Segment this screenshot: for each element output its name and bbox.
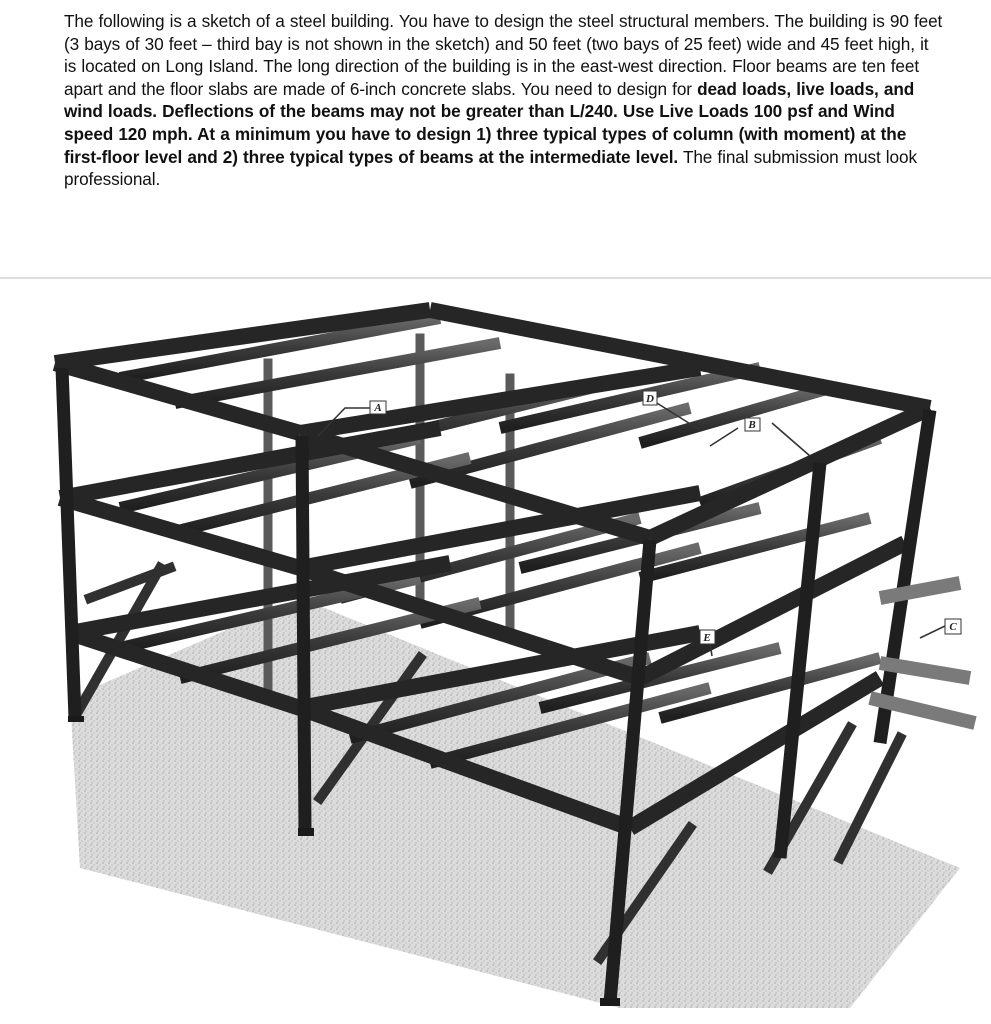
label-e: E bbox=[703, 632, 711, 644]
problem-text-intro: The following is a sketch of a steel building. You have to design the steel structural members. The building is 90 feet (3 bays of 30 feet – third bay is not shown in the sketch) and 50 feet (two bays of 25 feet) wide and 45 feet high, it is located on Long Island. The long direction of the building is in the east-west direction. Floor beams are ten feet apart and the floor slabs are made of 6-inch concrete slabs. You need to design for bbox=[64, 11, 943, 99]
label-b: B bbox=[748, 419, 756, 431]
leader-b-left bbox=[710, 428, 738, 446]
problem-statement bbox=[64, 10, 944, 191]
column-front-left bbox=[62, 368, 75, 718]
steel-building-sketch bbox=[0, 268, 991, 1024]
label-a: A bbox=[374, 402, 382, 414]
column-back-right bbox=[880, 410, 930, 743]
column-front-middle bbox=[302, 436, 305, 833]
ground-plane bbox=[70, 598, 960, 1008]
label-c: C bbox=[949, 621, 957, 633]
problem-text-closing: The final submission must look professional. bbox=[64, 146, 917, 190]
cantilever-beams bbox=[870, 583, 975, 723]
problem-text-requirements: dead loads, live loads, and wind loads. Deflections of the beams may not be greater than L/240. Use Live Loads 100 psf and Wind speed 120 mph. At a minimum you have to design 1) three typical types of column (with moment) at the first-floor level and 2) three typical types of beams at the intermediate level. bbox=[64, 78, 915, 167]
leader-b-right bbox=[772, 423, 810, 456]
leader-c bbox=[920, 626, 945, 638]
roof-girder-front-left bbox=[55, 363, 300, 433]
label-d: D bbox=[646, 393, 654, 405]
